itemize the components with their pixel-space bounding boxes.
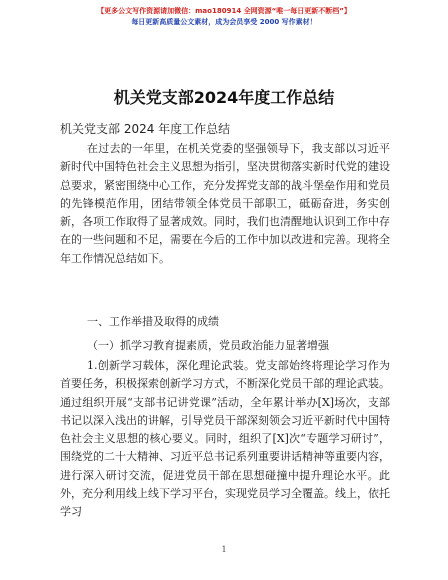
- promo-line-1: 【更多公文写作资源请加微信：mao180914 全网资源“唯一每日更新不断档”】: [97, 7, 351, 15]
- document-title: 机关党支部2024年度工作总结: [113, 88, 335, 107]
- promo-line-2: 每日更新高质量公文素材，成为会员享受 2000 写作素材！: [131, 18, 317, 26]
- item-paragraph: 1.创新学习载体，深化理论武装。党支部始终将理论学习作为首要任务，积极探索创新学习方式，不断深化党员干部的理论武装。通过组织开展“支部书记讲党课”活动，全年累计举办[X]场次，支部书记以深入浅出的讲解，引导党员干部深刻领会习近平新时代中国特色社会主义思想的核心要义。同时，组织了[X]次“专题学习研讨”，围绕党的二十大精神、习近平总书记系列重要讲话精神等重要内容，进行深入研讨交流，促进党员干部在思想碰撞中提升理论水平。此外，充分利用线上线下学习平台，实现党员学习全覆盖。线上，依托学习: [60, 359, 390, 519]
- header-banner: [0, 6, 448, 28]
- intro-paragraph: 在过去的一年里，在机关党委的坚强领导下，我支部以习近平新时代中国特色社会主义思想为指引，坚决贯彻落实新时代党的建设总要求，紧密围绕中心工作，充分发挥党支部的战斗堡垒作用和党员的先锋模范作用，团结带领全体党员干部职工，砥砺奋进，务实创新，各项工作取得了显著成效。同时，我们也清醒地认识到工作中存在的一些问题和不足，需要在今后的工作中加以改进和完善。现将全年工作情况总结如下。: [60, 142, 390, 265]
- section-heading: 一、工作举措及取得的成绩: [87, 315, 219, 328]
- page-number: 1: [221, 545, 227, 554]
- document-subtitle: 机关党支部 2024 年度工作总结: [60, 122, 231, 136]
- subsection-heading: （一）抓学习教育提素质，党员政治能力显著增强: [87, 339, 329, 352]
